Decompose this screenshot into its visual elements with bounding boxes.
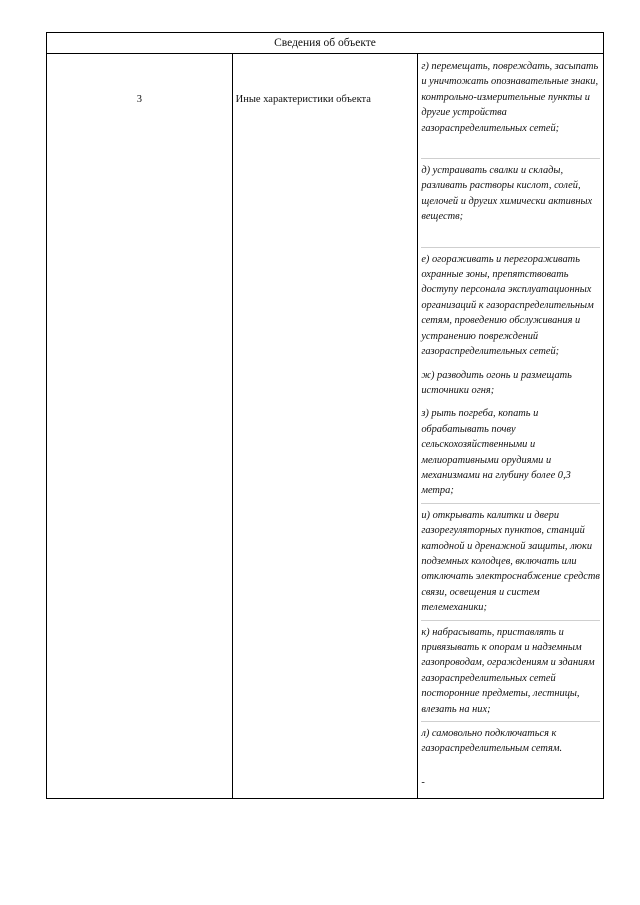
paragraph-e: е) огораживать и перегораживать охранные зоны, препятствовать доступу персонала эксплуатационных организаций к газораспределительным сетям, проведению обслуживания и устранению повреждений газораспределительных сетей;: [421, 253, 594, 358]
row-value-cell: [418, 54, 604, 799]
paragraph-g: г) перемещать, повреждать, засыпать и уничтожать опознавательные знаки, контрольно-измерительные пункты и другие устройства газораспределительных сетей;: [421, 59, 600, 159]
table-header-row: [47, 33, 604, 54]
paragraph-z: з) рыть погреба, копать и обрабатывать почву сельскохозяйственными и мелиоративными орудиями и механизмами на глубину более 0,3 метра;: [421, 402, 600, 503]
table-row: [47, 54, 604, 799]
paragraph-i: и) открывать калитки и двери газорегуляторных пунктов, станций катодной и дренажной защиты, люки подземных колодцев, включать или отключать электроснабжение средств связи, освещения и систем телемеханики;: [421, 504, 600, 621]
paragraph-k: к) набрасывать, приставлять и привязывать к опорам и надземным газопроводам, ограждениям и зданиям газораспределительных сетей посторонние предметы, лестницы, влезать на них;: [421, 621, 600, 722]
row-name: Иные характеристики объекта: [232, 54, 418, 799]
paragraph-l: л) самовольно подключаться к газораспределительным сетям.: [421, 728, 563, 755]
object-info-table: [46, 32, 604, 799]
paragraph-zh: ж) разводить огонь и размещать источники огня;: [421, 369, 572, 396]
row-number: 3: [47, 54, 233, 799]
paragraph-dash: -: [421, 776, 425, 788]
paragraph-d: д) устраивать свалки и склады, разливать растворы кислот, солей, щелочей и других химически активных веществ;: [421, 159, 600, 248]
table-header-title: Сведения об объекте: [47, 33, 604, 54]
